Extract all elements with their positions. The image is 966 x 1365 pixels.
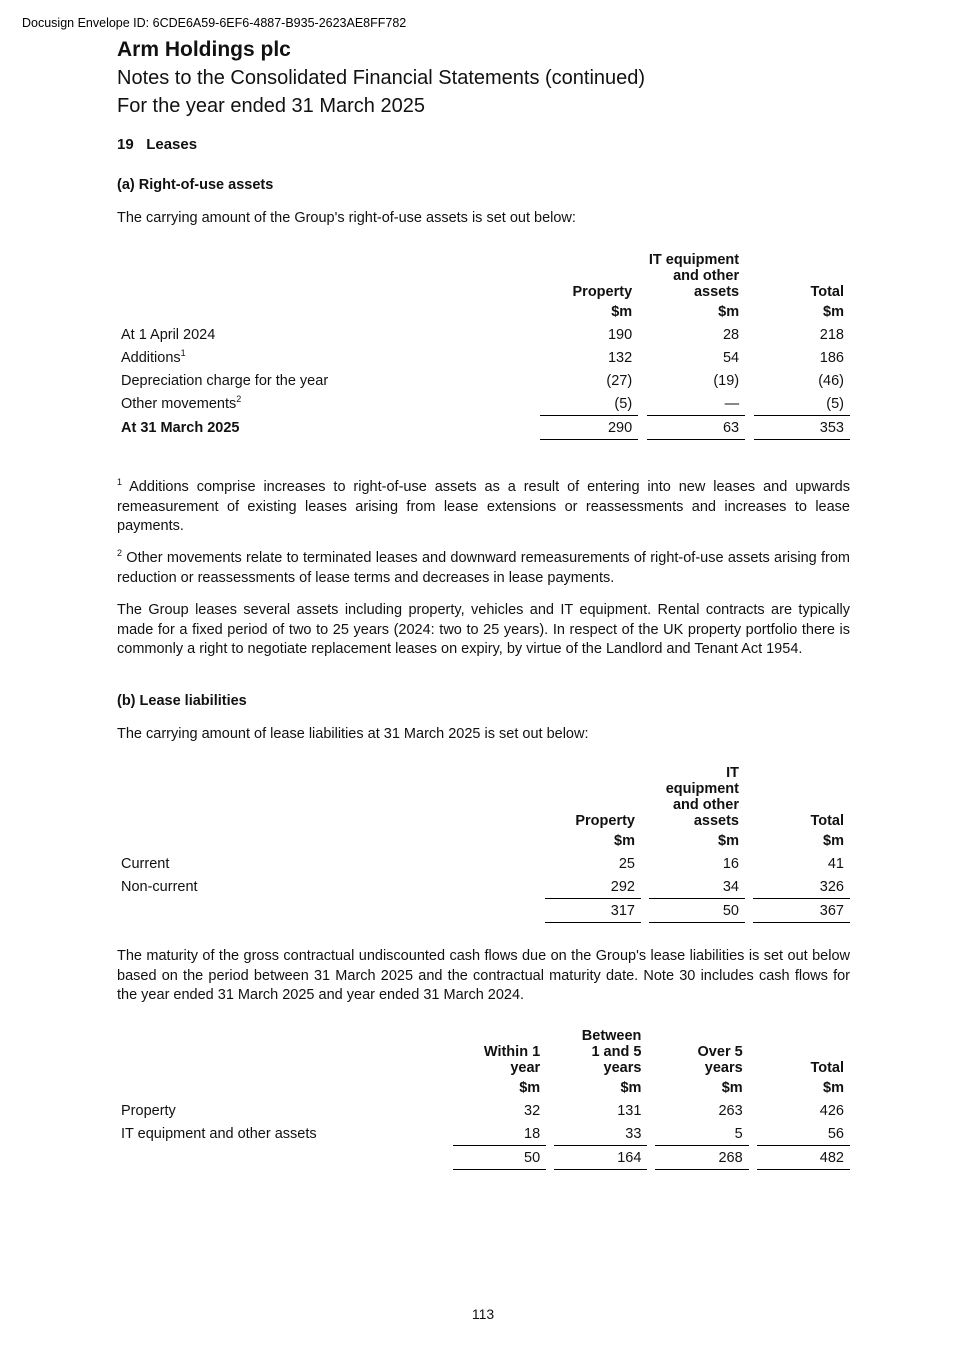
cell: 18 xyxy=(524,1125,541,1142)
envelope-id: Docusign Envelope ID: 6CDE6A59-6EF6-4887-B935-2623AE8FF782 xyxy=(22,16,407,30)
cell: 132 xyxy=(607,349,633,366)
mat-unit: $m xyxy=(721,1079,743,1096)
cell: 268 xyxy=(655,1145,748,1170)
row-label: Current xyxy=(121,855,170,872)
cell: 426 xyxy=(819,1102,844,1119)
cell: 56 xyxy=(827,1125,844,1142)
table-row xyxy=(117,392,850,415)
cell: 186 xyxy=(819,349,844,366)
cell: 32 xyxy=(524,1102,541,1119)
cell: 218 xyxy=(819,326,844,343)
mat-col-between: Between 1 and 5 years xyxy=(581,1028,642,1076)
row-label: At 31 March 2025 xyxy=(121,419,240,436)
footnote-ref: 1 xyxy=(180,347,186,358)
cell: 353 xyxy=(754,415,850,440)
mat-unit: $m xyxy=(519,1079,541,1096)
header-subtitle: Notes to the Consolidated Financial Statements (continued) xyxy=(117,67,646,89)
rou-table xyxy=(117,248,850,440)
liab-unit-it: $m xyxy=(718,832,739,849)
mat-col-total: Total xyxy=(810,1060,844,1076)
table-row xyxy=(117,852,850,875)
liab-unit-total: $m xyxy=(823,832,844,849)
maturity-table xyxy=(117,1024,850,1170)
liab-intro: The carrying amount of lease liabilities at 31 March 2025 is set out below: xyxy=(117,726,589,742)
rou-unit-total: $m xyxy=(823,303,844,320)
mat-col-over: Over 5 years xyxy=(697,1044,743,1076)
rou-col-it: IT equipment and other assets xyxy=(648,252,740,300)
section-number: 19 xyxy=(117,136,134,153)
footnote-ref: 2 xyxy=(236,393,242,404)
table-row xyxy=(117,875,850,898)
cell: 16 xyxy=(722,855,739,872)
cell: 263 xyxy=(718,1102,743,1119)
row-label: Additions$^1$ xyxy=(121,347,186,366)
liab-col-property: Property xyxy=(575,813,635,829)
cell: (19) xyxy=(713,372,740,389)
page-number: 113 xyxy=(471,1306,495,1322)
table-row-total xyxy=(117,1145,850,1170)
cell: 317 xyxy=(545,898,641,923)
cell: 131 xyxy=(617,1102,642,1119)
rou-unit-it: $m xyxy=(718,303,740,320)
cell: 367 xyxy=(753,898,850,923)
row-label: At 1 April 2024 xyxy=(121,326,216,343)
maturity-paragraph: The maturity of the gross contractual undiscounted cash flows due on the Group's lease liabilities is set out below based on the period between 31 March 2025 and the contractual maturity date. Note 30 includes cash flows for the year ended 31 March 2025 and year ended 31 March 2024. xyxy=(117,948,850,1003)
cell: 34 xyxy=(722,878,739,895)
cell: 63 xyxy=(647,415,745,440)
footnote-1: $^1$ Additions comprise increases to right-of-use assets as a result of entering into new leases and upwards remeasurement of existing leases arising from lease extensions or reassessments and increases to lease payments. xyxy=(117,477,850,534)
mat-unit: $m xyxy=(823,1079,844,1096)
company-name: Arm Holdings plc xyxy=(117,38,291,61)
cell: — xyxy=(724,395,740,412)
row-label: Depreciation charge for the year xyxy=(121,372,329,389)
liab-heading: (b) Lease liabilities xyxy=(117,693,247,709)
table-row xyxy=(117,369,850,392)
cell: (46) xyxy=(818,372,844,389)
table-row xyxy=(117,346,850,369)
row-label: Property xyxy=(121,1102,176,1119)
section-name: Leases xyxy=(146,136,198,153)
liab-unit-property: $m xyxy=(614,832,635,849)
cell: 290 xyxy=(540,415,638,440)
cell: 190 xyxy=(607,326,633,343)
rou-paragraph: The Group leases several assets including property, vehicles and IT equipment. Rental contracts are typically made for a fixed period of two to 25 years (2024: two to 25 years). In respect of the UK property portfolio there is commonly a right to negotiate replacement leases on expiry, by virtue of the Landlord and Tenant Act 1954. xyxy=(117,602,850,657)
cell: (5) xyxy=(826,395,844,412)
footnote-2: $^2$ Other movements relate to terminated leases and downward remeasurements of right-of-use assets arising from reduction or reassessments of lease terms and decreases in lease payments. xyxy=(117,548,850,586)
table-row-total xyxy=(117,415,850,440)
cell: 54 xyxy=(722,349,740,366)
row-label: IT equipment and other assets xyxy=(121,1125,317,1142)
cell: 50 xyxy=(649,898,745,923)
table-row-total xyxy=(117,898,850,923)
cell: 28 xyxy=(722,326,740,343)
table-row xyxy=(117,1099,850,1122)
cell: 25 xyxy=(618,855,635,872)
mat-unit: $m xyxy=(620,1079,642,1096)
mat-col-within: Within 1 year xyxy=(483,1044,541,1076)
cell: (27) xyxy=(606,372,633,389)
rou-col-total: Total xyxy=(810,284,844,300)
cell: 41 xyxy=(827,855,844,872)
rou-unit-property: $m xyxy=(611,303,633,320)
row-label: Non-current xyxy=(121,878,198,895)
row-label: Other movements$^2$ xyxy=(121,393,242,412)
table-row xyxy=(117,323,850,346)
rou-intro: The carrying amount of the Group's right-of-use assets is set out below: xyxy=(117,210,576,226)
cell: 50 xyxy=(453,1145,546,1170)
table-row xyxy=(117,1122,850,1145)
cell: 5 xyxy=(734,1125,743,1142)
cell: 164 xyxy=(554,1145,647,1170)
liab-col-it: IT equipment and other assets xyxy=(665,765,739,829)
rou-col-property: Property xyxy=(572,284,633,300)
section-title xyxy=(117,136,850,153)
cell: 326 xyxy=(819,878,844,895)
rou-heading: (a) Right-of-use assets xyxy=(117,177,274,193)
cell: 482 xyxy=(757,1145,850,1170)
cell: (5) xyxy=(614,395,633,412)
liab-table xyxy=(117,761,850,923)
header-period: For the year ended 31 March 2025 xyxy=(117,95,425,117)
cell: 33 xyxy=(625,1125,642,1142)
page-header xyxy=(117,36,850,120)
liab-col-total: Total xyxy=(810,813,844,829)
cell: 292 xyxy=(610,878,635,895)
